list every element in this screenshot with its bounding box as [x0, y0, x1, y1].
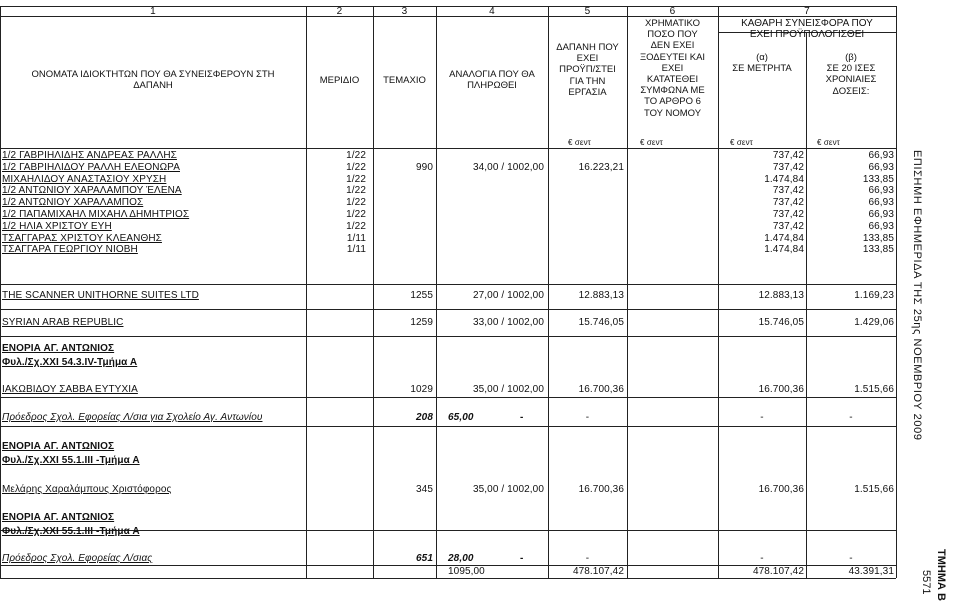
cash-a-value: 737,42	[772, 197, 804, 209]
cash-b-value: 1.429,06	[854, 317, 894, 328]
ratio-value: 33,00 / 1002,00	[472, 317, 544, 328]
cash-a-value: 12.883,13	[758, 290, 804, 301]
cash-b-value: 66,93	[868, 220, 894, 232]
cash-b-value: 66,93	[868, 150, 894, 161]
owner-name: Μελάρης Χαραλάμπους Χριστόφορος	[2, 484, 172, 495]
owner-name: 1/2 ΑΝΤΩΝΙΟΥ ΧΑΡΑΛΑΜΠΟΥ ΈΛΕΝΑ	[2, 185, 182, 197]
expense-value: -	[585, 553, 590, 564]
cash-b-value: 66,93	[868, 161, 894, 173]
total-ratio: 1095,00	[448, 566, 485, 577]
header-share: ΜΕΡΙΔΙΟ	[319, 75, 360, 86]
header-parcel: ΤΕΜΑΧΙΟ	[383, 75, 426, 86]
ratio-dash: -	[520, 412, 524, 423]
rule	[0, 284, 896, 285]
header-sub-a: (α) ΣΕ ΜΕΤΡΗΤΑ	[732, 52, 792, 75]
share-value: 1/22	[346, 150, 366, 161]
total-cash-a: 478.107,42	[752, 566, 804, 577]
parcel-value: 1029	[410, 384, 433, 395]
cash-b-value: 133,85	[862, 232, 894, 244]
rule	[0, 397, 896, 398]
cash-a-value: 737,42	[772, 161, 804, 173]
owner-name: Πρόεδρος Σχολ. Εφορείας Λ/σιας	[2, 553, 153, 564]
expense-value: 15.746,05	[578, 317, 624, 328]
col-number: 2	[336, 6, 343, 17]
cash-a-value: 16.700,36	[758, 484, 804, 495]
rule	[0, 6, 1, 578]
cash-b-value: -	[849, 412, 853, 423]
share-value: 1/22	[346, 173, 366, 185]
ratio-value: 65,00	[448, 412, 474, 423]
rule	[0, 578, 896, 579]
header-ratio: ΑΝΑΛΟΓΙΑ ΠΟΥ ΘΑ ΠΛΗΡΩΘΕΙ	[449, 69, 535, 92]
sheet-reference: Φυλ./Σχ.XXI 54.3.IV-Τμήμα Α	[2, 357, 138, 368]
rule	[0, 336, 896, 337]
ratio-dash: -	[520, 553, 524, 564]
cash-b-value: 1.169,23	[854, 290, 894, 301]
total-cash-b: 43.391,31	[848, 566, 894, 577]
cash-b-value: 133,85	[862, 173, 894, 185]
currency-label: € σεντ	[568, 138, 591, 147]
cash-b-value: 66,93	[868, 209, 894, 220]
expense-value: -	[585, 412, 590, 423]
header-expense: ΔΑΠΑΝΗ ΠΟΥ ΕΧΕΙ ΠΡΟΫΠ/ΣΤΕΙ ΓΙΑ ΤΗΝ ΕΡΓΑΣΙΑ	[556, 42, 619, 98]
cash-a-value: 737,42	[772, 220, 804, 232]
ratio-value: 35,00 / 1002,00	[472, 384, 544, 395]
ratio-value: 34,00 / 1002,00	[472, 161, 544, 173]
rule	[306, 6, 307, 578]
owner-name: 1/2 ΓΑΒΡΙΗΛΙΔΟΥ ΡΑΛΛΗ ΕΛΕΟΝΩΡΑ	[2, 161, 180, 173]
currency-label: € σεντ	[640, 138, 663, 147]
cash-b-value: 1.515,66	[854, 384, 894, 395]
currency-label: € σεντ	[817, 138, 840, 147]
page-number: 5571	[920, 570, 932, 595]
currency-label: € σεντ	[730, 138, 753, 147]
owner-name: ΤΣΑΓΓΑΡΑ ΓΕΩΡΓΙΟΥ ΝΙΟΒΗ	[2, 244, 138, 256]
rule	[0, 148, 896, 149]
expense-value: 12.883,13	[578, 290, 624, 301]
cash-a-value: 1.474,84	[764, 173, 804, 185]
owner-name: 1/2 ΠΑΠΑΜΙΧΑΗΛ ΜΙΧΑΗΛ ΔΗΜΗΤΡΙΟΣ	[2, 209, 190, 220]
parcel-value: 345	[416, 484, 433, 495]
cash-a-value: 737,42	[772, 209, 804, 220]
expense-value: 16.700,36	[578, 384, 624, 395]
share-value: 1/22	[346, 197, 366, 209]
ratio-value: 27,00 / 1002,00	[472, 290, 544, 301]
cash-b-value: -	[849, 553, 853, 564]
gazette-header: ΕΠΙΣΗΜΗ ΕΦΗΜΕΡΙΔΑ ΤΗΣ 25ης ΝΟΕΜΒΡΙΟΥ 2009	[911, 150, 923, 441]
header-net-contribution: ΚΑΘΑΡΗ ΣΥΝΕΙΣΦΟΡΑ ΠΟΥ ΕΧΕΙ ΠΡΟΫΠΟΛΟΓΙΣΘΕΙ	[741, 18, 873, 41]
owner-name: 1/2 ΓΑΒΡΙΗΛΙΔΗΣ ΑΝΔΡΕΑΣ ΡΑΛΛΗΣ	[2, 150, 177, 161]
header-beneficiary: ΟΝΟΜΑΤΑ ΙΔΙΟΚΤΗΤΩΝ ΠΟΥ ΘΑ ΣΥΝΕΙΣΦΕΡΟΥΝ ΣΤΗ ΔΑΠΑΝΗ	[31, 69, 275, 92]
total-expense: 478.107,42	[572, 566, 624, 577]
parish-title: ΕΝΟΡΙΑ ΑΓ. ΑΝΤΩΝΙΟΣ	[2, 512, 115, 523]
share-value: 1/11	[346, 232, 366, 244]
parish-title: ΕΝΟΡΙΑ ΑΓ. ΑΝΤΩΝΙΟΣ	[2, 343, 115, 354]
rule	[0, 426, 896, 427]
header-sub-b: (β) ΣΕ 20 ΙΣΕΣ ΧΡΟΝΙΑΙΕΣ ΔΟΣΕΙΣ:	[825, 52, 877, 97]
col-number: 6	[669, 6, 676, 17]
rule	[896, 6, 897, 578]
owner-name: ΙΑΚΩΒΙΔΟΥ ΣΑΒΒΑ ΕΥΤΥΧΙΑ	[2, 384, 138, 395]
share-value: 1/22	[346, 220, 366, 232]
cash-a-value: 16.700,36	[758, 384, 804, 395]
col-number: 7	[804, 6, 810, 17]
share-value: 1/22	[346, 209, 366, 220]
parcel-value: 990	[416, 161, 433, 173]
parish-title: ΕΝΟΡΙΑ ΑΓ. ΑΝΤΩΝΙΟΣ	[2, 441, 115, 452]
expense-value: 16.700,36	[578, 484, 624, 495]
rule	[0, 309, 896, 310]
cash-a-value: 1.474,84	[764, 232, 804, 244]
sheet-reference: Φυλ./Σχ.XXI 55.1.III -Τμήμα Α	[2, 455, 140, 466]
parcel-value: 1255	[410, 290, 433, 301]
share-value: 1/22	[346, 185, 366, 197]
owner-name: 1/2 ΗΛΙΑ ΧΡΙΣΤΟΥ ΕΥΗ	[2, 220, 112, 232]
col-number: 1	[150, 6, 156, 17]
owner-name: ΤΣΑΓΓΑΡΑΣ ΧΡΙΣΤΟΥ ΚΛΕΑΝΘΗΣ	[2, 232, 162, 244]
cash-a-value: 737,42	[772, 150, 804, 161]
owner-name: ΜΙΧΑΗΛΙΔΟΥ ΑΝΑΣΤΑΣΙΟΥ ΧΡΥΣΗ	[2, 173, 167, 185]
share-value: 1/22	[346, 161, 366, 173]
share-value: 1/11	[346, 244, 366, 256]
cash-a-value: -	[760, 412, 764, 423]
cash-a-value: 15.746,05	[758, 317, 804, 328]
cash-b-value: 133,85	[862, 244, 894, 256]
parcel-value: 208	[416, 412, 433, 423]
cash-b-value: 66,93	[868, 197, 894, 209]
parcel-value: 651	[416, 553, 433, 564]
owner-name: Πρόεδρος Σχολ. Εφορείας Λ/σια για Σχολείο Αγ. Αντωνίου	[2, 412, 263, 423]
owner-name: 1/2 ΑΝΤΩΝΙΟΥ ΧΑΡΑΛΑΜΠΟΣ	[2, 197, 144, 209]
cash-a-value: -	[760, 553, 764, 564]
owner-name: SYRIAN ARAB REPUBLIC	[2, 317, 124, 328]
ratio-value: 28,00	[448, 553, 474, 564]
cash-a-value: 1.474,84	[764, 244, 804, 256]
col-number: 5	[584, 6, 591, 17]
cash-b-value: 66,93	[868, 185, 894, 197]
ratio-value: 35,00 / 1002,00	[472, 484, 544, 495]
col-number: 3	[401, 6, 408, 17]
parcel-value: 1259	[410, 317, 433, 328]
sheet-reference: Φυλ./Σχ.XXI 55.1.III -Τμήμα Α	[2, 526, 140, 537]
expense-value: 16.223,21	[578, 161, 624, 173]
header-cash-amount: ΧΡΗΜΑΤΙΚΟ ΠΟΣΟ ΠΟΥ ΔΕΝ ΕΧΕΙ ΞΟΔΕΥΤΕΙ ΚΑΙ ΕΧΕΙ ΚΑΤΑΤΕΘΕΙ ΣΥΜΦΩΝΑ ΜΕ ΤΟ ΑΡΘΡΟ 6 ΤΟΥ ΝΟΜΟΥ	[639, 18, 706, 119]
rule	[806, 32, 807, 578]
col-number: 4	[489, 6, 495, 17]
cash-b-value: 1.515,66	[854, 484, 894, 495]
owner-name: THE SCANNER UNITHORNE SUITES LTD	[2, 290, 199, 301]
part-label: ΤΜΗΜΑ Β	[935, 549, 947, 601]
cash-a-value: 737,42	[772, 185, 804, 197]
